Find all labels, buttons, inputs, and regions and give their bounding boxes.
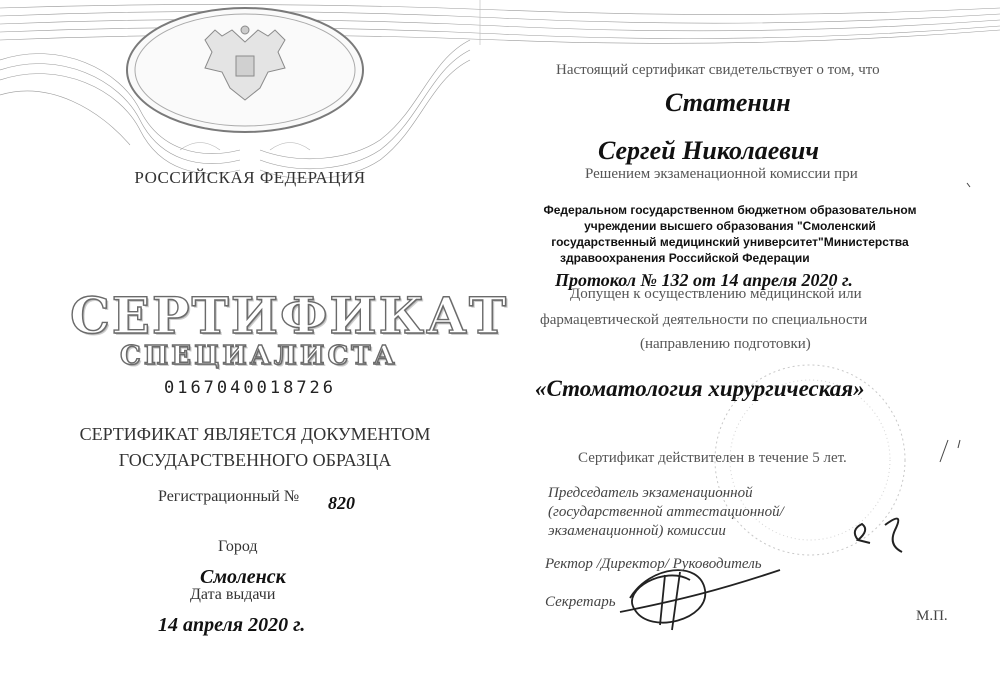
protocol-text: Протокол № 132 от 14 апреля 2020 г. — [555, 270, 853, 290]
decision-text: Решением экзаменационной комиссии при — [585, 166, 858, 182]
document-title: СЕРТИФИКАТ — [70, 286, 509, 345]
chair-line: (государственной аттестационной/ — [548, 504, 784, 520]
signature-secretary — [620, 570, 780, 630]
validity-text: Сертификат действителен в течение 5 лет. — [578, 450, 847, 466]
chair-block — [548, 484, 784, 541]
chair-line: экзаменационной) комиссии — [548, 523, 726, 539]
document-subtitle: СПЕЦИАЛИСТА — [120, 341, 398, 371]
state-document-line2: ГОСУДАРСТВЕННОГО ОБРАЗЦА — [118, 450, 392, 470]
institution-line: учреждении высшего образования "Смоленский — [584, 219, 876, 233]
registration-number: 820 — [328, 493, 355, 513]
chair-line: Председатель экзаменационной — [548, 485, 753, 501]
institution-line: государственный медицинский университет"Министерства — [551, 235, 909, 249]
signature-chair — [855, 519, 902, 552]
secretary-label: Секретарь — [545, 594, 616, 610]
institution-line: Федеральном государственном бюджетном образовательном — [543, 203, 917, 217]
city-label: Город — [218, 538, 258, 555]
date-value: 14 апреля 2020 г. — [158, 614, 306, 636]
admitted-line3: (направлению подготовки) — [640, 336, 811, 352]
serial-number: 0167040018726 — [163, 378, 337, 398]
specialty-value: «Стоматология хирургическая» — [535, 376, 865, 401]
state-document-line1: СЕРТИФИКАТ ЯВЛЯЕТСЯ ДОКУМЕНТОМ — [79, 424, 431, 444]
country-label: РОССИЙСКАЯ ФЕДЕРАЦИЯ — [134, 168, 366, 187]
stamp-place-label: М.П. — [916, 608, 948, 624]
holder-surname: Статенин — [665, 88, 791, 117]
date-label: Дата выдачи — [190, 586, 276, 603]
rector-label: Ректор /Директор/ Руководитель — [545, 556, 762, 572]
institution-line: здравоохранения Российской Федерации — [560, 251, 810, 265]
admitted-line2: фармацевтической деятельности по специальности — [540, 312, 868, 328]
holder-name: Сергей Николаевич — [598, 136, 819, 165]
registration-label: Регистрационный № — [158, 488, 300, 505]
city-value: Смоленск — [200, 566, 286, 588]
institution-block — [510, 202, 950, 266]
admitted-line1: Допущен к осуществлению медицинской или — [570, 286, 862, 302]
certifies-text: Настоящий сертификат свидетельствует о том, что — [556, 62, 880, 78]
